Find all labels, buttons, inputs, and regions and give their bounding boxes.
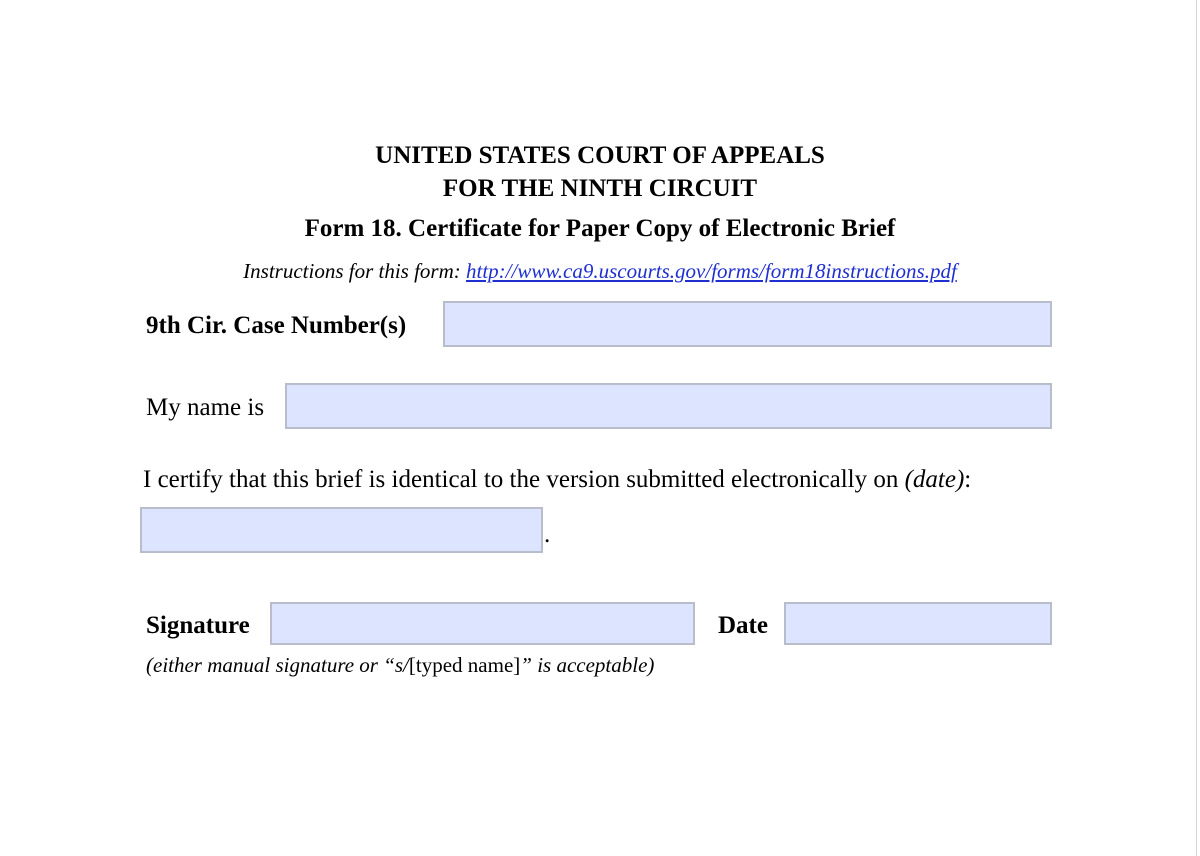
- case-number-input[interactable]: [443, 301, 1052, 347]
- court-name-line1: UNITED STATES COURT OF APPEALS: [375, 142, 825, 169]
- date-label: Date: [718, 612, 768, 639]
- certify-colon: :: [964, 466, 972, 493]
- certify-date-hint: (date): [904, 466, 965, 493]
- certify-text: I certify that this brief is identical to the version submitted electronically on: [143, 466, 905, 493]
- case-number-label: 9th Cir. Case Number(s): [146, 312, 407, 339]
- instructions-line: [0, 258, 1200, 284]
- certify-sentence: [143, 465, 971, 495]
- name-input[interactable]: [285, 383, 1052, 429]
- signature-note-part3: ” is acceptable): [520, 653, 655, 677]
- submission-date-input[interactable]: [140, 507, 543, 553]
- form-title: Form 18. Certificate for Paper Copy of Electronic Brief: [304, 215, 896, 242]
- signature-note-part1: (either manual signature or “s/: [146, 653, 409, 677]
- signature-input[interactable]: [270, 602, 695, 645]
- page-edge-divider: [1196, 0, 1197, 856]
- court-name-line2: FOR THE NINTH CIRCUIT: [442, 175, 758, 202]
- signature-label: Signature: [146, 612, 250, 639]
- trailing-period: .: [544, 521, 551, 548]
- signature-note: [146, 652, 654, 678]
- name-label: My name is: [146, 394, 265, 421]
- instructions-link[interactable]: http://www.ca9.uscourts.gov/forms/form18instructions.pdf: [466, 259, 957, 283]
- date-input[interactable]: [784, 602, 1052, 645]
- signature-note-typed-name: [typed name]: [408, 653, 521, 677]
- instructions-prefix: Instructions for this form:: [243, 259, 467, 283]
